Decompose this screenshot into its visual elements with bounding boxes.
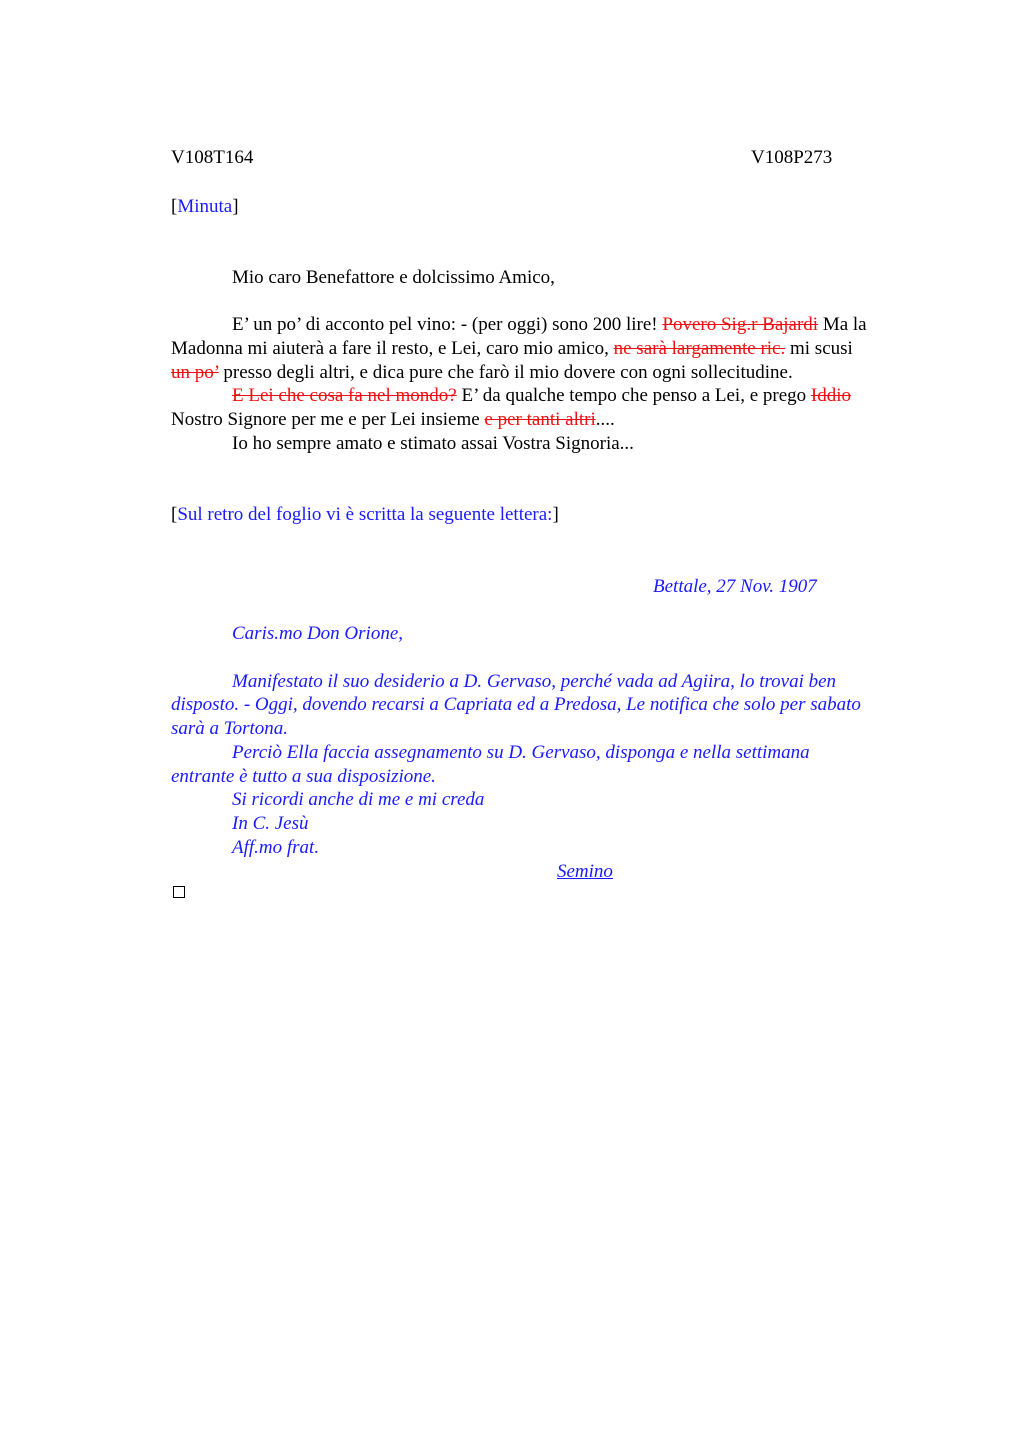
minuta-text: Minuta — [177, 196, 233, 217]
header-left-code: V108T164 — [171, 147, 254, 168]
reply-greeting: Caris.mo Don Orione, — [232, 623, 404, 644]
letter-p2-line2 — [171, 408, 615, 432]
text-run: .... — [595, 409, 615, 430]
deleted-text: E Lei che cosa fa nel mondo? — [232, 385, 457, 406]
text-run: Madonna mi aiuterà a fare il resto, e Lei, caro mio amico, — [171, 338, 614, 359]
letter-salutation: Mio caro Benefattore e dolcissimo Amico, — [232, 267, 555, 288]
reply-closing-2: In C. Jesù — [232, 813, 309, 834]
letter-p1-line2 — [171, 337, 853, 361]
reply-signature: Semino — [557, 861, 613, 882]
reply-place-date: Bettale, 27 Nov. 1907 — [653, 576, 817, 597]
reply-p1-line2: disposto. - Oggi, dovendo recarsi a Capriata ed a Predosa, Le notifica che solo per sabato — [171, 694, 861, 715]
end-of-document-square-icon — [173, 886, 185, 898]
text-run: E’ da qualche tempo che penso a Lei, e prego — [456, 385, 811, 406]
reply-p2-line1: Perciò Ella faccia assegnamento su D. Gervaso, disponga e nella settimana — [232, 742, 810, 763]
deleted-text: un po’ — [171, 362, 219, 383]
text-run: mi scusi — [785, 338, 853, 359]
retro-note-text: Sul retro del foglio vi è scritta la seguente lettera: — [177, 504, 553, 525]
header-right-code: V108P273 — [751, 147, 833, 168]
bracket-open: [ — [171, 196, 178, 217]
reply-p2-line2: entrante è tutto a sua disposizione. — [171, 766, 436, 787]
text-run: presso degli altri, e dica pure che farò il mio dovere con ogni sollecitudine. — [218, 362, 793, 383]
text-run: Nostro Signore per me e per Lei insieme — [171, 409, 485, 430]
letter-p2-line1 — [232, 384, 851, 408]
reply-p1-line3: sarà a Tortona. — [171, 718, 289, 739]
reply-closing-3: Aff.mo frat. — [232, 837, 320, 858]
bracket-close: ] — [232, 196, 239, 217]
text-run: Ma la — [818, 314, 867, 335]
deleted-text: e per tanti altri — [484, 409, 596, 430]
deleted-text: Povero Sig.r Bajardi — [662, 314, 819, 335]
deleted-text: ne sarà largamente ric. — [613, 338, 786, 359]
bracket-open: [ — [171, 504, 178, 525]
text-run: E’ un po’ di acconto pel vino: - (per oggi) sono 200 lire! — [232, 314, 663, 335]
reply-p1-line1: Manifestato il suo desiderio a D. Gervaso, perché vada ad Agiira, lo trovai ben — [232, 671, 837, 692]
retro-note — [171, 503, 559, 527]
letter-p1-line3 — [171, 361, 793, 385]
reply-closing-1: Si ricordi anche di me e mi creda — [232, 789, 485, 810]
deleted-text: Iddio — [810, 385, 852, 406]
minuta-label — [171, 195, 239, 219]
bracket-close: ] — [552, 504, 559, 525]
letter-p1-line1 — [232, 313, 867, 337]
letter-p3: Io ho sempre amato e stimato assai Vostra Signoria... — [232, 433, 634, 454]
